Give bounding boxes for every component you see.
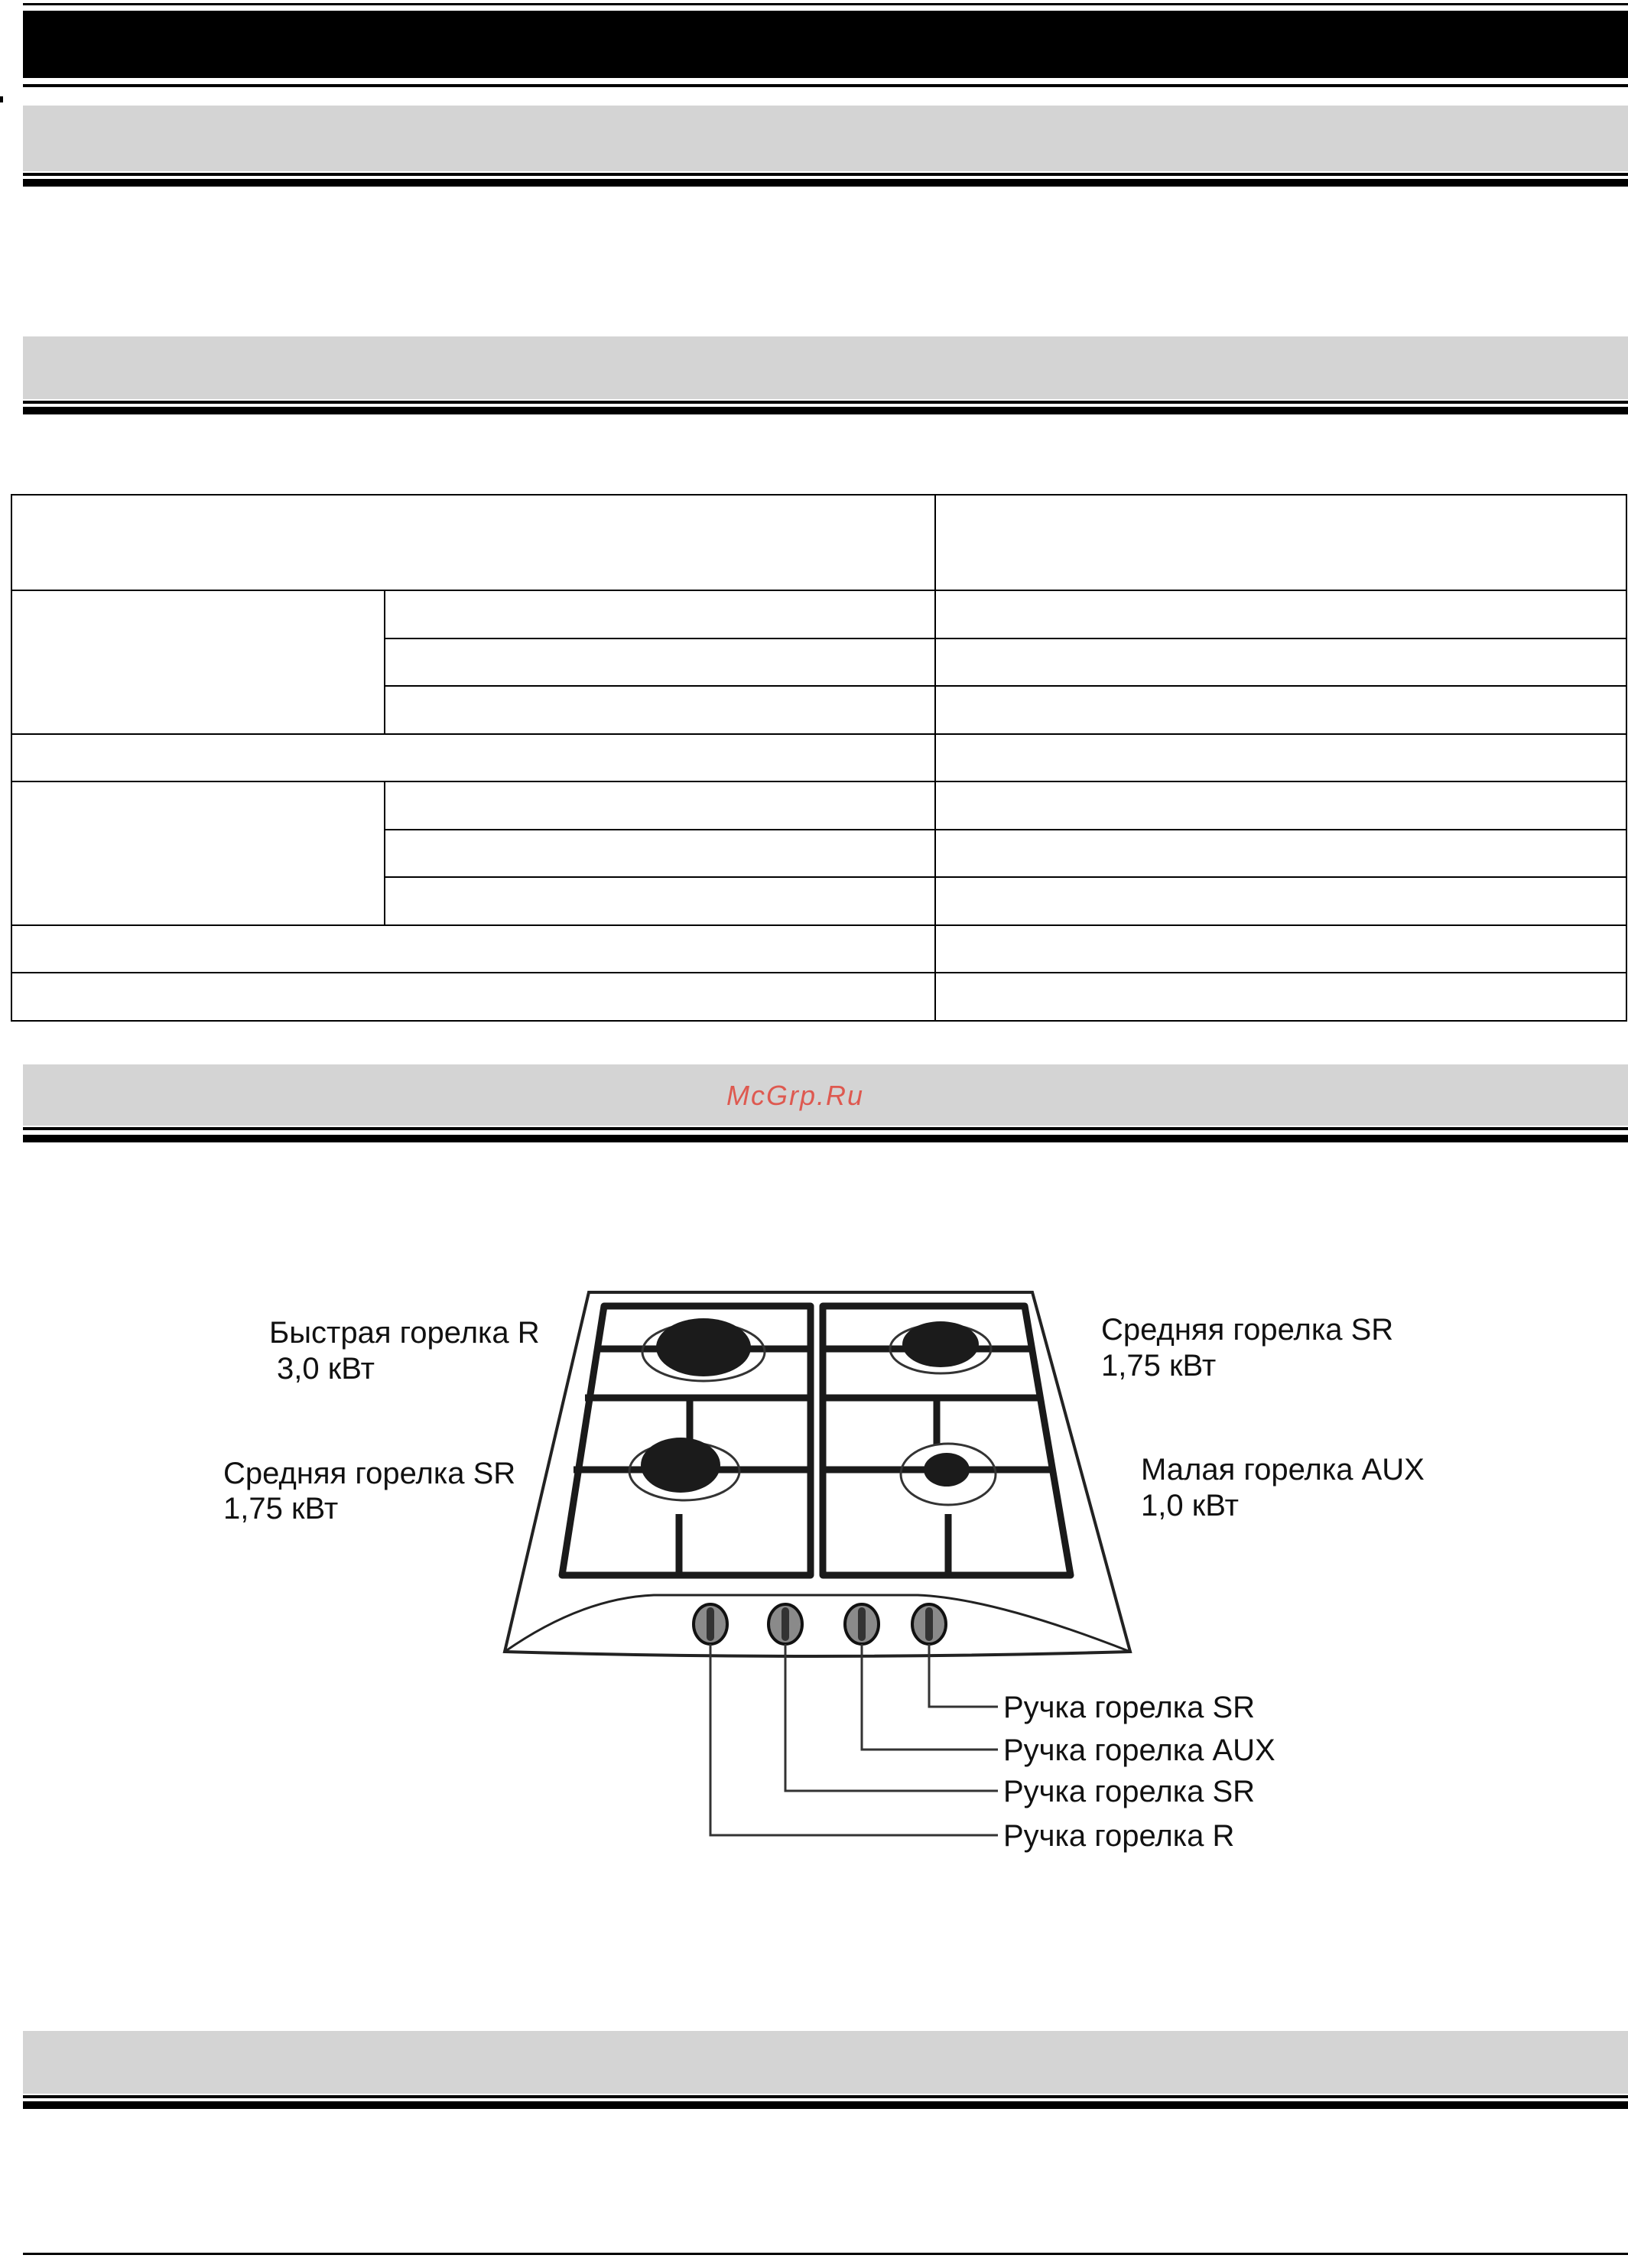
table-cell <box>385 781 935 830</box>
table-cell <box>385 830 935 878</box>
knob-sr-2 <box>912 1604 946 1644</box>
table-cell <box>935 781 1626 830</box>
section-2-rule-thin <box>23 401 1628 404</box>
knob-label: Ручка горелка R <box>1003 1819 1235 1853</box>
burner-aux-power: 1,0 кВт <box>1141 1489 1239 1522</box>
table-row <box>11 925 1626 973</box>
section-3-rule-thin <box>23 1127 1628 1130</box>
section-3-rule-thick <box>23 1135 1628 1142</box>
table-cell <box>935 734 1626 782</box>
margin-mark <box>0 96 3 102</box>
section-band-4 <box>23 2031 1628 2094</box>
footer-line <box>23 2253 1628 2255</box>
table-cell <box>385 686 935 734</box>
section-band-2 <box>23 336 1628 399</box>
table-row <box>11 590 1626 638</box>
knob-r <box>694 1604 727 1644</box>
table-cell <box>385 638 935 687</box>
burner-sr-left-name: Средняя горелка SR <box>223 1457 516 1490</box>
table-cell <box>11 925 935 973</box>
table-cell <box>11 495 935 590</box>
table-cell <box>935 877 1626 925</box>
section-1-rule-thick <box>23 179 1628 187</box>
burner-r <box>656 1318 751 1376</box>
knob-label: Ручка горелка SR <box>1003 1775 1256 1808</box>
burner-r-power: 3,0 кВт <box>277 1352 375 1386</box>
header-top-line <box>23 3 1628 5</box>
burner-sr-left <box>641 1438 720 1493</box>
burner-sr-top <box>902 1321 979 1367</box>
section-4-rule-thin <box>23 2095 1628 2098</box>
specification-table <box>11 494 1627 1022</box>
knob-label: Ручка горелка AUX <box>1003 1733 1275 1767</box>
section-4-rule-thick <box>23 2101 1628 2109</box>
table-cell <box>11 590 385 734</box>
header-rule-thin <box>23 84 1628 87</box>
watermark: McGrp.Ru <box>726 1080 865 1111</box>
gas-hob-diagram <box>489 1269 1162 1698</box>
section-band-1 <box>23 106 1628 171</box>
table-row <box>11 973 1626 1021</box>
table-cell <box>11 781 385 925</box>
table-cell <box>935 925 1626 973</box>
table-row <box>11 495 1626 590</box>
table-cell <box>935 638 1626 687</box>
section-2-rule-thick <box>23 407 1628 414</box>
table-cell <box>935 495 1626 590</box>
table-cell <box>385 877 935 925</box>
burner-aux-name: Малая горелка AUX <box>1141 1453 1425 1487</box>
table-cell <box>935 973 1626 1021</box>
knob-sr-1 <box>769 1604 802 1644</box>
burner-r-name: Быстрая горелка R <box>269 1316 540 1350</box>
table-row <box>11 781 1626 830</box>
table-cell <box>935 830 1626 878</box>
burner-sr-top-power: 1,75 кВт <box>1101 1349 1217 1383</box>
table-cell <box>935 686 1626 734</box>
table-cell <box>935 590 1626 638</box>
knob-label: Ручка горелка SR <box>1003 1691 1256 1724</box>
section-1-rule-thin <box>23 173 1628 176</box>
table-cell <box>385 590 935 638</box>
header-black-bar <box>23 11 1628 78</box>
table-cell <box>11 734 935 782</box>
burner-aux <box>924 1453 970 1487</box>
knob-leader-lines <box>688 1644 1009 1843</box>
table-row <box>11 734 1626 782</box>
burner-sr-left-power: 1,75 кВт <box>223 1492 339 1526</box>
knob-aux <box>845 1604 879 1644</box>
burner-sr-top-name: Средняя горелка SR <box>1101 1313 1394 1347</box>
table-cell <box>11 973 935 1021</box>
